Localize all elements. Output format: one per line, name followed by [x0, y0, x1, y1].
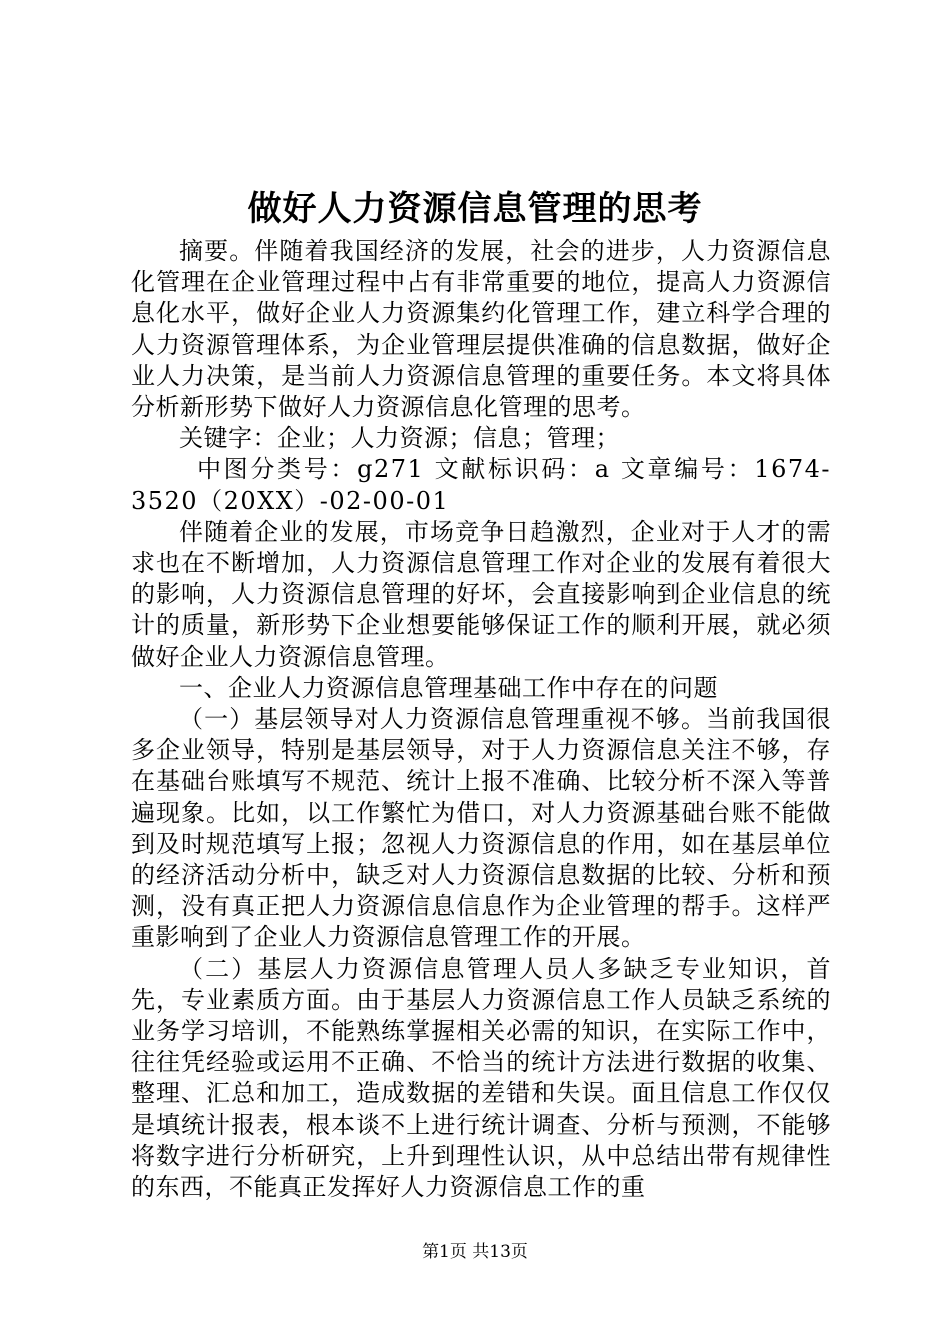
page-number-footer: 第1页 共13页	[422, 1242, 528, 1262]
abstract-paragraph: 摘要。伴随着我国经济的发展，社会的进步，人力资源信息化管理在企业管理过程中占有非常重要的地位，提高人力资源信息化水平，做好企业人力资源集约化管理工作，建立科学合理的人力资源管理体系，为企业管理层提供准确的信息数据，做好企业人力决策，是当前人力资源信息管理的重要任务。本文将具体分析新形势下做好人力资源信息化管理的思考。	[131, 237, 831, 422]
classification-paragraph: 中图分类号：g271 文献标识码：a 文章编号：1674-3520（20XX）-02-00-01	[131, 455, 831, 515]
section-paragraph-1: （一）基层领导对人力资源信息管理重视不够。当前我国很多企业领导，特别是基层领导，对于人力资源信息关注不够，存在基础台账填写不规范、统计上报不准确、比较分析不深入等普遍现象。比如，以工作繁忙为借口，对人力资源基础台账不能做到及时规范填写上报；忽视人力资源信息的作用，如在基层单位的经济活动分析中，缺乏对人力资源信息数据的比较、分析和预测，没有真正把人力资源信息信息作为企业管理的帮手。这样严重影响到了企业人力资源信息管理工作的开展。	[131, 705, 831, 952]
document-body	[131, 236, 831, 1203]
intro-paragraph: 伴随着企业的发展，市场竞争日趋激烈，企业对于人才的需求也在不断增加，人力资源信息管理工作对企业的发展有着很大的影响，人力资源信息管理的好坏，会直接影响到企业信息的统计的质量，新形势下企业想要能够保证工作的顺利开展，就必须做好企业人力资源信息管理。	[131, 517, 831, 671]
keywords-paragraph: 关键字：企业；人力资源；信息；管理；	[179, 424, 620, 453]
document-title: 做好人力资源信息管理的思考	[247, 189, 703, 229]
section-paragraph-2: （二）基层人力资源信息管理人员人多缺乏专业知识，首先，专业素质方面。由于基层人力资源信息工作人员缺乏系统的业务学习培训，不能熟练掌握相关必需的知识，在实际工作中，往往凭经验或运用不正确、不恰当的统计方法进行数据的收集、整理、汇总和加工，造成数据的差错和失误。面且信息工作仅仅是填统计报表，根本谈不上进行统计调查、分析与预测，不能够将数字进行分析研究，上升到理性认识，从中总结出带有规律性的东西，不能真正发挥好人力资源信息工作的重	[131, 954, 831, 1202]
section-heading: 一、企业人力资源信息管理基础工作中存在的问题	[179, 673, 718, 702]
